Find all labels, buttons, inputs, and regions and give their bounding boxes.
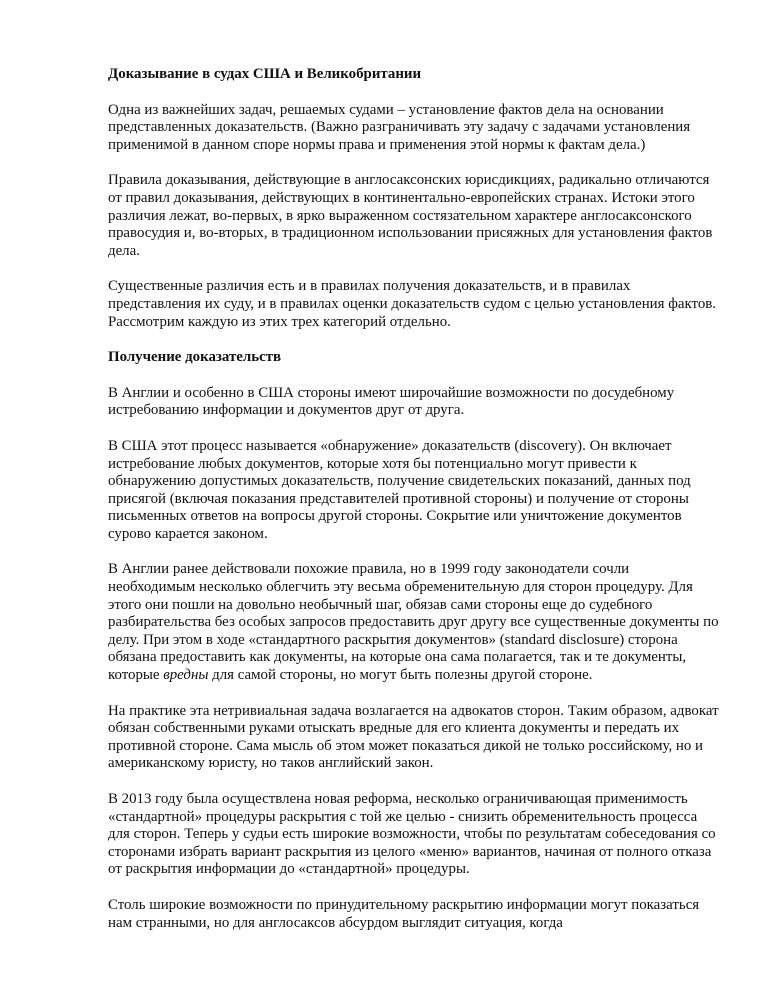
paragraph-england-disclosure-text-start: В Англии ранее действовали похожие правила, но в 1999 году законодатели сочли необходимым несколько облегчить эту весьма обременительную для сторон процедуру. Для этого они пошли на довольно необычный шаг, обязав сами стороны еще до судебного разбирательства без особых запросов предоставить друг другу все существенные документы по делу. При этом в ходе «стандартного раскрытия документов» (standard disclosure) сторона обязана предоставить как документы, на которые она сама полагается, так и те документы, которые <box>108 561 719 684</box>
paragraph-compulsory-disclosure: Столь широкие возможности по принудительному раскрытию информации могут показаться нам странными, но для англосаксов абсурдом выглядит ситуация, когда <box>108 896 700 931</box>
paragraph-england-disclosure-text-end: для самой стороны, но могут быть полезны другой стороне. <box>208 667 593 684</box>
paragraph-england-disclosure <box>108 561 720 684</box>
paragraph-pretrial-discovery: В Англии и особенно в США стороны имеют широчайшие возможности по досудебному истребованию информации и документов друг от друга. <box>108 384 675 419</box>
document-page <box>108 66 720 950</box>
section-heading-obtaining-evidence: Получение доказательств <box>108 349 282 366</box>
paragraph-intro: Одна из важнейших задач, решаемых судами – установление фактов дела на основании представленных доказательств. (Важно разграничивать эту задачу с задачами установления применимой в данном споре нормы права и применения этой нормы к фактам дела.) <box>108 101 691 153</box>
paragraph-lawyers-duty: На практике эта нетривиальная задача возлагается на адвокатов сторон. Таким образом, адвокат обязан собственными руками отыскать вредные для его клиента документы и передать их противной стороне. Сама мысль об этом может показаться дикой не только российскому, но и американскому юристу, но таков английский закон. <box>108 702 719 772</box>
paragraph-rules-differences: Правила доказывания, действующие в англосаксонских юрисдикциях, радикально отличаются от правил доказывания, действующих в континентально-европейских странах. Истоки этого различия лежат, во-первых, в ярко выраженном состязательном характере англосаксонского правосудия и, во-вторых, в традиционном использовании присяжных для установления фактов дела. <box>108 172 713 259</box>
paragraph-three-categories: Существенные различия есть и в правилах получения доказательств, и в правилах представления их суду, и в правилах оценки доказательств судом с целью установления фактов. Рассмотрим каждую из этих трех категорий отдельно. <box>108 278 717 330</box>
paragraph-us-discovery: В США этот процесс называется «обнаружение» доказательств (discovery). Он включает истребование любых документов, которые хотя бы потенциально могут привести к обнаружению допустимых доказательств, получение свидетельских показаний, данных под присягой (включая показания представителей противной стороны) и получение от стороны письменных ответов на вопросы другой стороны. Сокрытие или уничтожение документов сурово карается законом. <box>108 437 691 542</box>
paragraph-2013-reform: В 2013 году была осуществлена новая реформа, несколько ограничивающая применимость «стандартной» процедуры раскрытия с той же целью - снизить обременительность процесса для сторон. Теперь у судьи есть широкие возможности, чтобы по результатам собеседования со сторонами избрать вариант раскрытия из целого «меню» вариантов, начиная от полного отказа от раскрытия информации до «стандартной» процедуры. <box>108 791 716 878</box>
document-title: Доказывание в судах США и Великобритании <box>108 66 422 82</box>
emphasized-word-harmful: вредны <box>163 667 209 684</box>
